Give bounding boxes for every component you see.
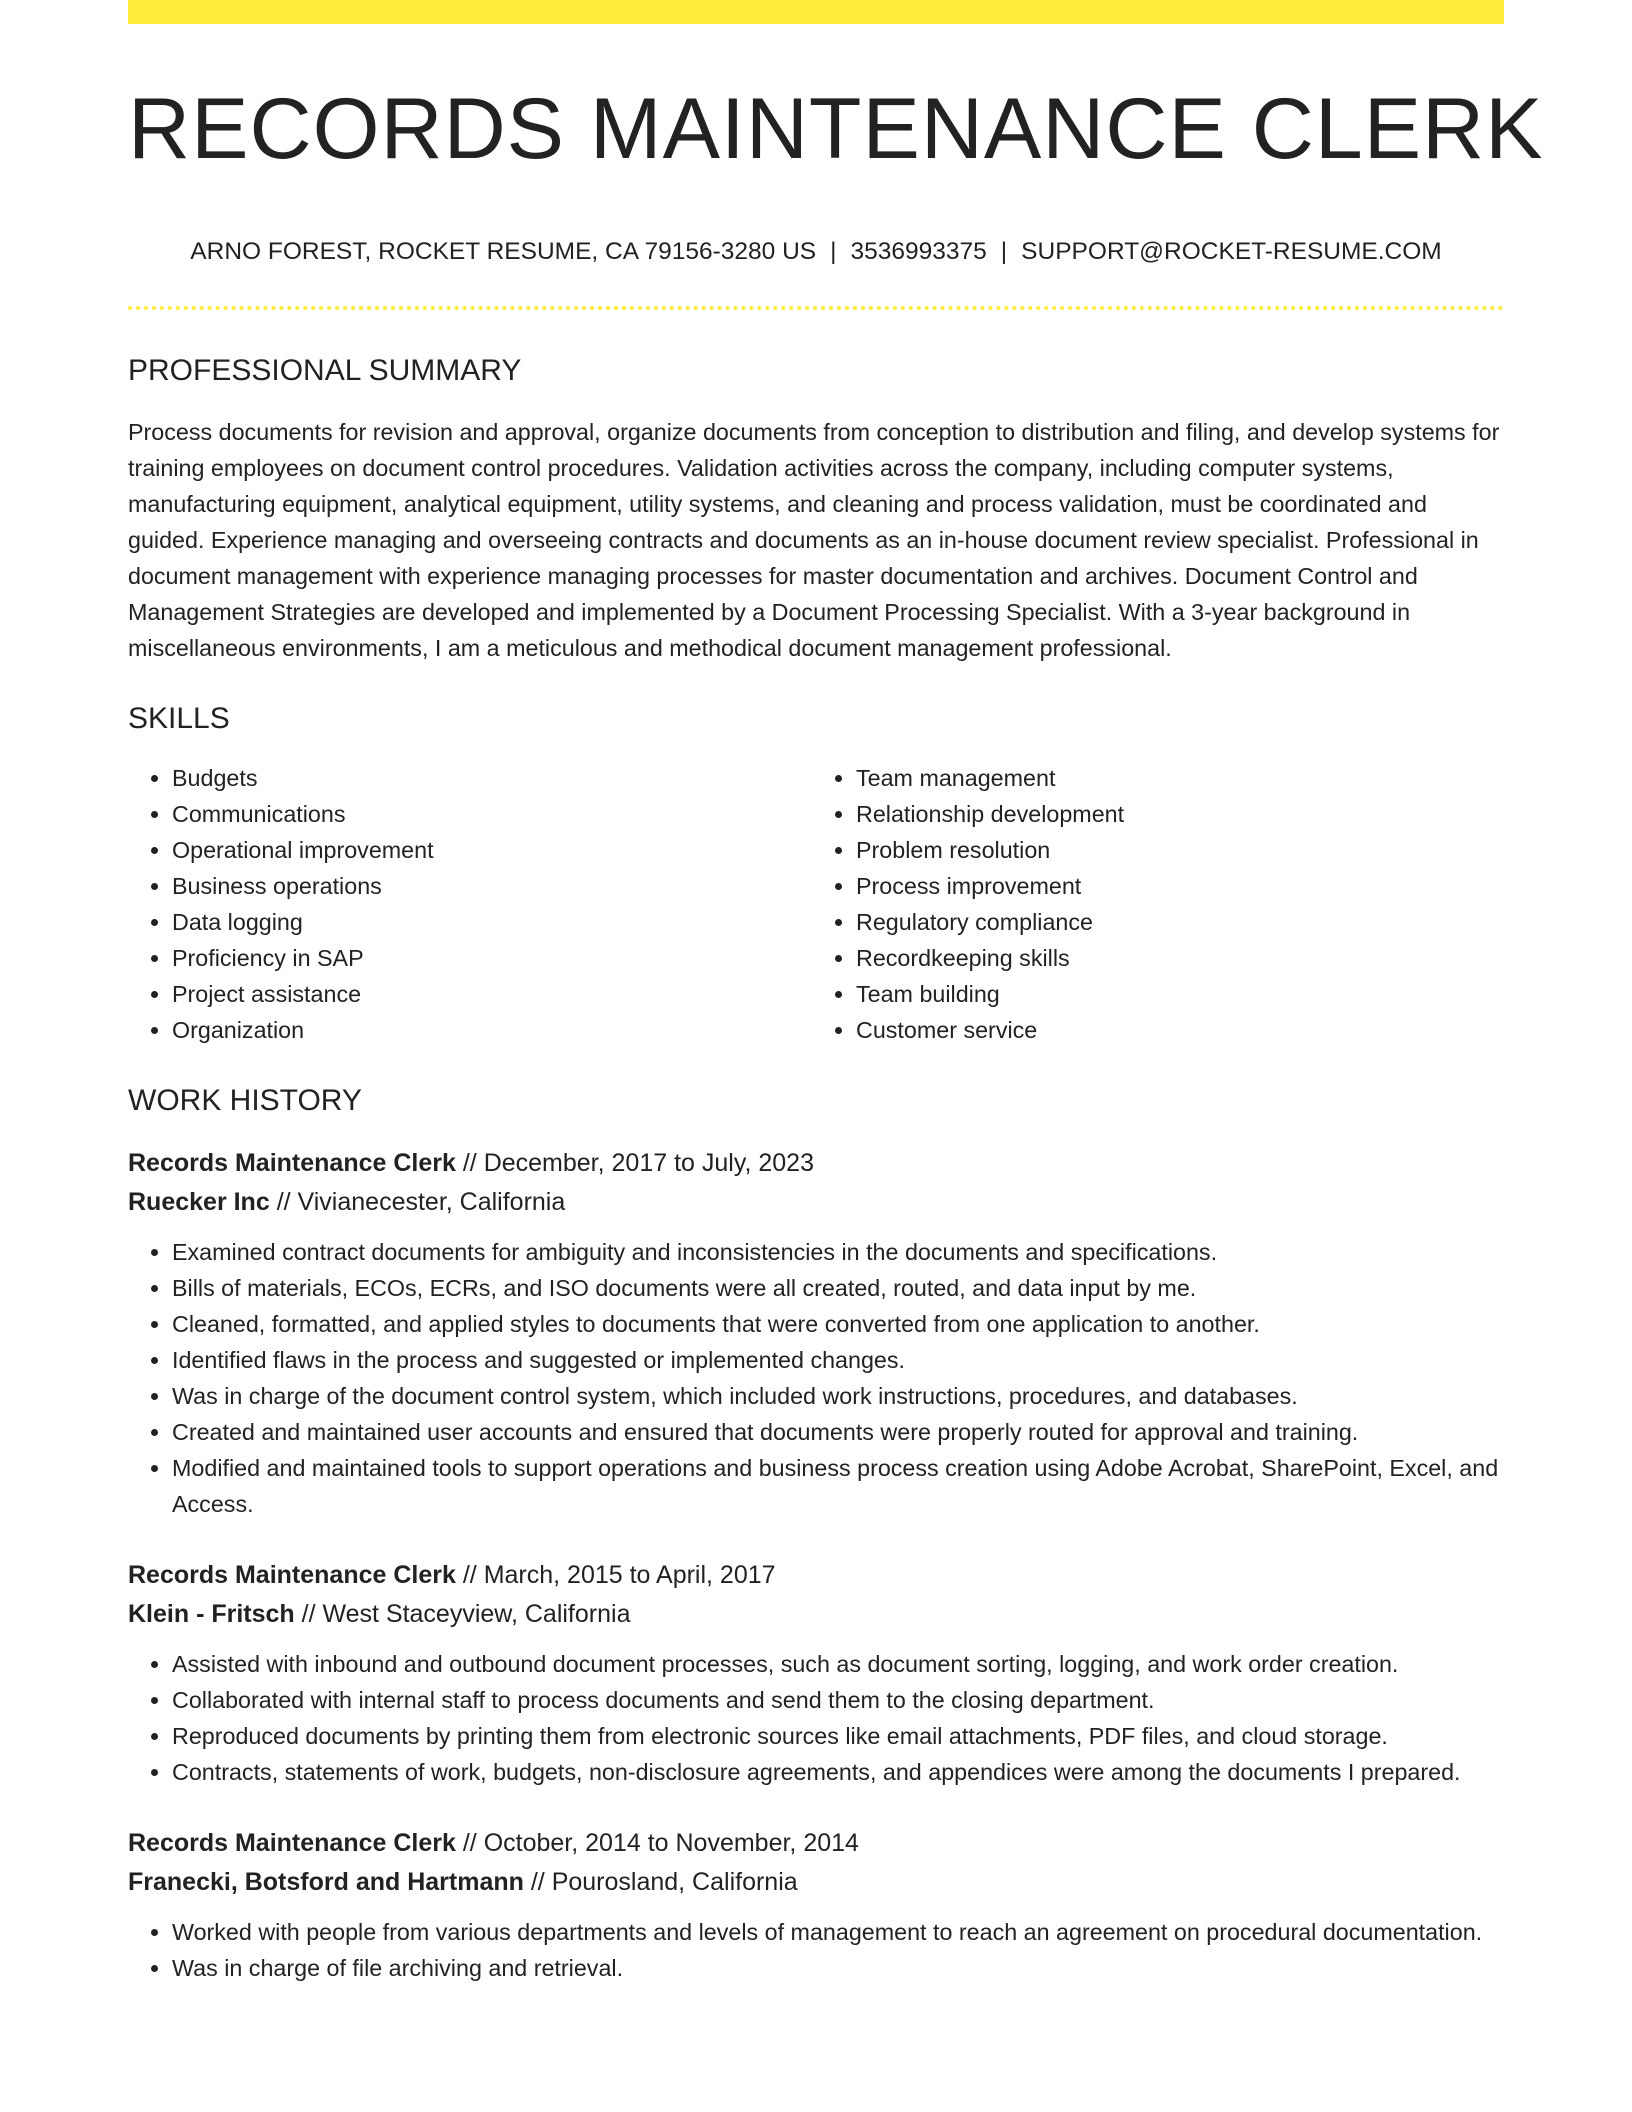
contact-separator: | — [830, 238, 837, 265]
skill-item: • Process improvement — [856, 868, 1490, 904]
skills-column-right — [806, 760, 1490, 1048]
job-bullet: • Created and maintained user accounts and ensured that documents were properly routed for approval and training. — [172, 1414, 1504, 1450]
summary-heading: PROFESSIONAL SUMMARY — [128, 354, 522, 387]
job-location: // Pourosland, California — [523, 1868, 798, 1896]
job-entry — [128, 1824, 1504, 1986]
job-bullet: • Collaborated with internal staff to process documents and send them to the closing department. — [172, 1682, 1504, 1718]
job-bullet: • Assisted with inbound and outbound document processes, such as document sorting, logging, and work order creation. — [172, 1646, 1504, 1682]
job-bullet: • Modified and maintained tools to support operations and business process creation using Adobe Acrobat, SharePoint, Excel, and Access. — [172, 1450, 1504, 1522]
skill-item: • Business operations — [172, 868, 806, 904]
skill-item: • Project assistance — [172, 976, 806, 1012]
job-bullet: • Was in charge of the document control system, which included work instructions, procedures, and databases. — [172, 1378, 1504, 1414]
summary-text: Process documents for revision and approval, organize documents from conception to distribution and filing, and develop systems for training employees on document control procedures. Validation activities across the company, including computer systems, manufacturing equipment, analytical equipment, utility systems, and cleaning and process validation, must be coordinated and guided. Experience managing and overseeing contracts and documents as an in-house document review specialist. Professional in document management with experience managing processes for master documentation and archives. Document Control and Management Strategies are developed and implemented by a Document Processing Specialist. With a 3-year background in miscellaneous environments, I am a meticulous and methodical document management professional. — [128, 419, 1500, 661]
accent-bar — [128, 0, 1504, 24]
job-role: Records Maintenance Clerk — [128, 1149, 456, 1177]
job-bullet: • Bills of materials, ECOs, ECRs, and ISO documents were all created, routed, and data input by me. — [172, 1270, 1504, 1306]
work-history-heading: WORK HISTORY — [128, 1084, 362, 1117]
skill-item: • Team management — [856, 760, 1490, 796]
skills-column-left — [128, 760, 806, 1048]
job-bullets — [128, 1646, 1504, 1790]
job-bullet: • Reproduced documents by printing them from electronic sources like email attachments, PDF files, and cloud storage. — [172, 1718, 1504, 1754]
skill-item: • Organization — [172, 1012, 806, 1048]
job-role-line — [128, 1556, 1504, 1595]
job-role: Records Maintenance Clerk — [128, 1561, 456, 1589]
skills-grid — [128, 760, 1504, 1048]
job-location: // Vivianecester, California — [269, 1188, 566, 1216]
contact-email[interactable]: SUPPORT@ROCKET-RESUME.COM — [1021, 238, 1442, 265]
dotted-divider — [128, 306, 1504, 310]
job-bullet: • Identified flaws in the process and suggested or implemented changes. — [172, 1342, 1504, 1378]
job-company: Ruecker Inc — [128, 1188, 270, 1216]
job-company: Franecki, Botsford and Hartmann — [128, 1868, 524, 1896]
job-bullet: • Was in charge of file archiving and retrieval. — [172, 1950, 1504, 1986]
job-dates: // March, 2015 to April, 2017 — [455, 1561, 776, 1589]
job-role-line — [128, 1824, 1504, 1863]
skill-item: • Customer service — [856, 1012, 1490, 1048]
skill-item: • Team building — [856, 976, 1490, 1012]
skill-item: • Relationship development — [856, 796, 1490, 832]
skill-item: • Communications — [172, 796, 806, 832]
job-entry — [128, 1144, 1504, 1522]
skill-item: • Operational improvement — [172, 832, 806, 868]
resume-page — [128, 0, 1544, 1986]
job-bullet: • Examined contract documents for ambiguity and inconsistencies in the documents and specifications. — [172, 1234, 1504, 1270]
job-dates: // October, 2014 to November, 2014 — [455, 1829, 859, 1857]
job-bullets — [128, 1234, 1504, 1522]
job-role: Records Maintenance Clerk — [128, 1829, 456, 1857]
job-bullets — [128, 1914, 1504, 1986]
job-company-line — [128, 1595, 1504, 1634]
skill-item: • Data logging — [172, 904, 806, 940]
contact-line — [128, 238, 1504, 266]
contact-phone: 3536993375 — [850, 238, 987, 265]
contact-separator: | — [1000, 238, 1008, 265]
job-bullet: • Worked with people from various departments and levels of management to reach an agreement on procedural documentation. — [172, 1914, 1504, 1950]
job-bullet: • Cleaned, formatted, and applied styles to documents that were converted from one application to another. — [172, 1306, 1504, 1342]
job-bullet: • Contracts, statements of work, budgets, non-disclosure agreements, and appendices were among the documents I prepared. — [172, 1754, 1504, 1790]
job-company-line — [128, 1183, 1504, 1222]
job-role-line — [128, 1144, 1504, 1183]
skill-item: • Regulatory compliance — [856, 904, 1490, 940]
job-location: // West Staceyview, California — [294, 1600, 631, 1628]
job-entry — [128, 1556, 1504, 1790]
resume-title: RECORDS MAINTENANCE CLERK — [128, 81, 1544, 177]
skill-item: • Proficiency in SAP — [172, 940, 806, 976]
job-company: Klein - Fritsch — [128, 1600, 295, 1628]
skills-heading: SKILLS — [128, 702, 230, 735]
contact-address: ARNO FOREST, ROCKET RESUME, CA 79156-3280 US — [190, 238, 817, 265]
job-dates: // December, 2017 to July, 2023 — [455, 1149, 814, 1177]
job-company-line — [128, 1863, 1504, 1902]
skill-item: • Budgets — [172, 760, 806, 796]
skill-item: • Recordkeeping skills — [856, 940, 1490, 976]
skill-item: • Problem resolution — [856, 832, 1490, 868]
